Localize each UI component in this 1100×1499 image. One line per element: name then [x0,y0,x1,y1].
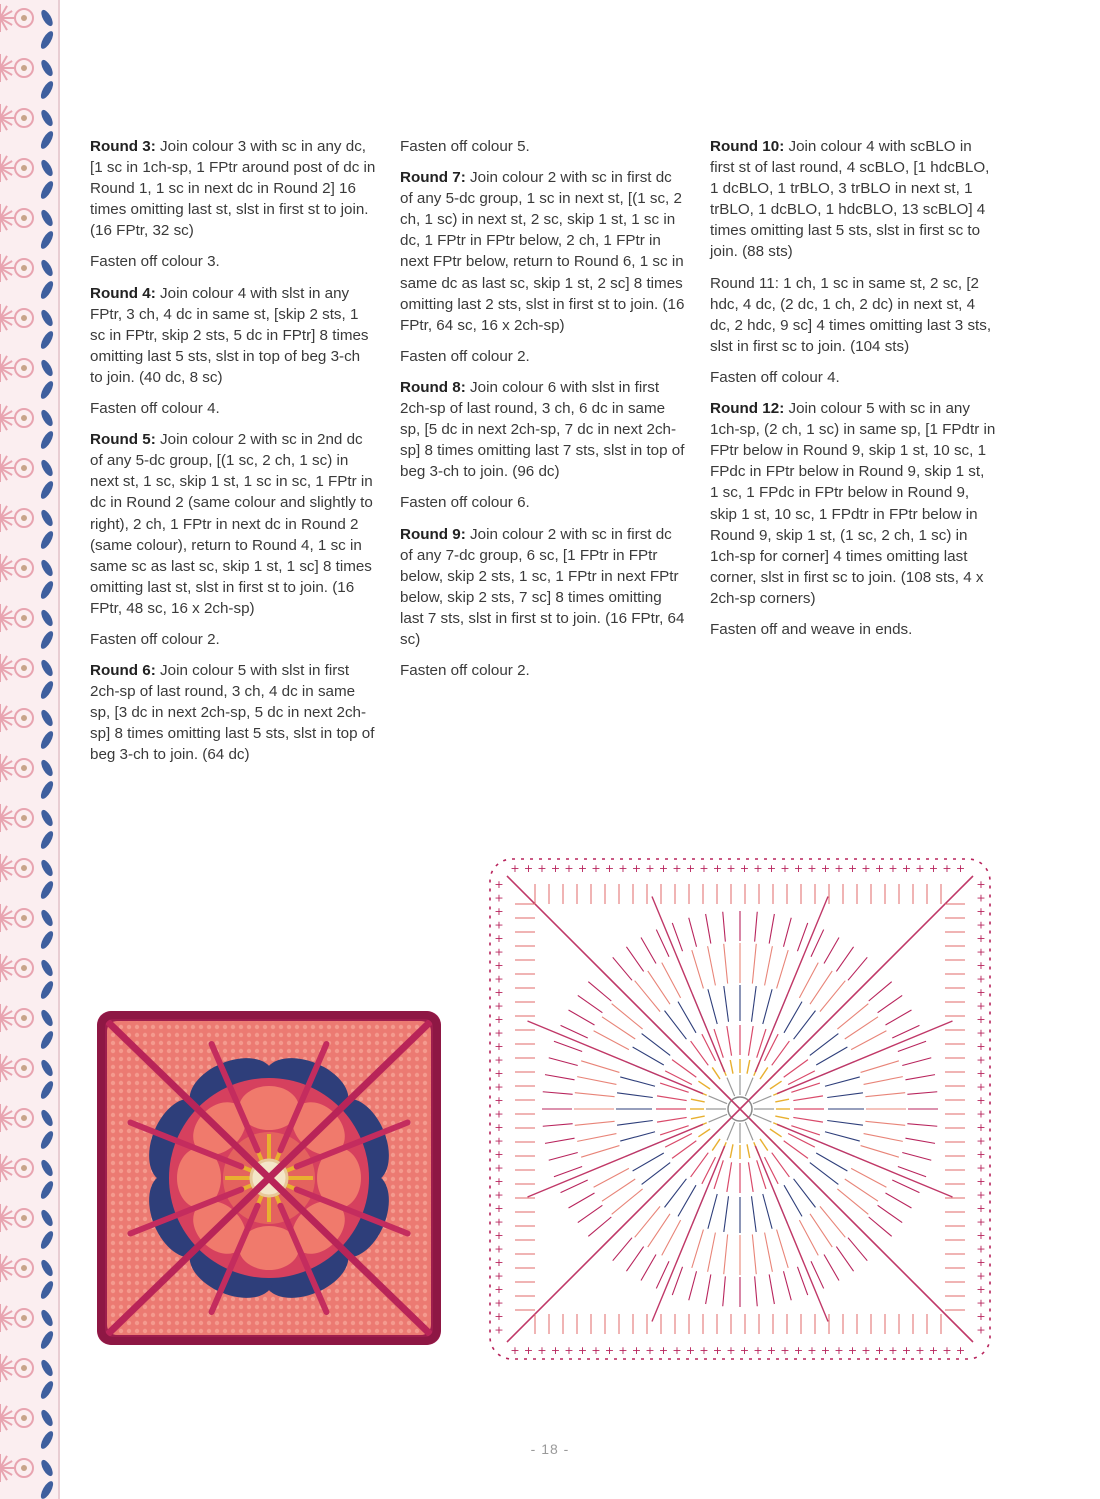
svg-text:+: + [976,891,986,905]
instruction-text: Join colour 5 with sc in any 1ch-sp, (2 ch, 1 sc) in same sp, [1 FPdtr in FPtr below in Round 9, skip 1 st, 10 sc, 1 FPdc in FPtr below in Round 9, skip 1 st, 1 sc, 1 FPdc in FPtr below in Round 9, skip 1 st, 10 sc, 1 FPdtr in FPtr below in Round 9, skip 1 st, (1 sc, 2 ch, 1 sc) in 1ch-sp for corner] 4 times omitting last corner, slst in first sc to join. (108 sts, 4 x 2ch-sp corners) [710,400,996,607]
svg-text:+: + [494,1148,504,1161]
svg-text:+: + [672,862,682,875]
round-instruction [710,136,996,263]
svg-text:+: + [807,862,817,875]
svg-text:+: + [494,1107,504,1121]
svg-text:+: + [976,1107,986,1121]
svg-text:+: + [658,862,669,875]
svg-text:+: + [645,1344,655,1357]
round-title: Round 6: [90,662,156,680]
round-instruction [90,660,376,765]
round-instruction [400,167,686,336]
svg-text:+: + [820,1344,831,1357]
instruction-text: Fasten off colour 6. [400,494,530,512]
round-instruction [400,524,686,651]
svg-text:+: + [564,1344,574,1357]
svg-text:+: + [591,862,601,875]
page-number: - 18 - [530,1441,570,1457]
svg-text:+: + [672,1344,682,1357]
svg-text:+: + [685,1344,696,1357]
instruction-text: Fasten off colour 2. [400,347,530,365]
svg-text:+: + [494,1215,504,1229]
instruction-text: Fasten off colour 4. [90,400,220,418]
svg-text:+: + [976,1256,986,1269]
svg-text:+: + [494,932,504,945]
svg-text:+: + [820,862,831,875]
svg-text:+: + [976,1310,986,1323]
svg-text:+: + [915,1344,925,1357]
instruction-text: Join colour 4 with scBLO in first st of last round, 4 scBLO, [1 hdcBLO, 1 dcBLO, 1 trBLO, 3 trBLO in next st, 1 trBLO, 1 dcBLO, 1 hdcBLO, 13 scBLO] 4 times omitting last 5 sts, slst in first sc to join. (88 sts) [710,138,990,261]
svg-text:+: + [955,1344,966,1357]
svg-text:+: + [976,972,986,986]
svg-text:+: + [494,945,504,959]
svg-text:+: + [699,862,709,875]
round-instruction [400,377,686,482]
round-title: Round 7: [400,169,466,187]
svg-text:+: + [793,1344,804,1357]
round-title: Round 10: [710,138,785,155]
svg-text:+: + [739,1344,750,1357]
instruction-text: Fasten off colour 3. [90,253,220,271]
svg-text:+: + [510,862,520,875]
svg-text:+: + [847,862,858,875]
round-title: Round 8: [400,378,466,396]
svg-text:+: + [928,862,939,875]
instruction-text: Fasten off colour 4. [710,368,840,386]
svg-text:+: + [888,862,898,875]
instruction-text: Join colour 2 with sc in first dc of any 5-dc group, 1 sc in next st, [(1 sc, 2 ch, 1 sc) in next st, 2 sc, skip 1 st, 1 sc in dc, 1 FPtr in FPtr below, 2 ch, 1 FPtr in next FPtr below, return to Round 6, 1 sc in same dc as last sc, skip 1 st, 2 sc] 8 times omitting last 2 sts, slst in first st to join. (16 FPtr, 64 sc, 16 x 2ch-sp) [400,169,685,334]
svg-text:+: + [976,1229,986,1242]
svg-text:+: + [766,1344,777,1357]
svg-text:+: + [976,1121,986,1134]
svg-text:+: + [494,1323,504,1337]
svg-text:+: + [976,878,986,891]
svg-text:+: + [847,1344,858,1357]
instruction-note [90,398,376,419]
svg-text:+: + [976,1269,986,1283]
svg-text:+: + [807,1344,817,1357]
instruction-text: Round 11: 1 ch, 1 sc in same st, 2 sc, [2 hdc, 4 dc, (2 dc, 1 ch, 2 dc) in next st, 4 dc, 2 hdc, 9 sc] 4 times omitting last 3 sts, slst in first sc to join. (104 sts) [710,274,992,355]
svg-text:+: + [712,1344,723,1357]
svg-text:+: + [631,862,642,875]
svg-text:+: + [766,862,777,875]
svg-text:+: + [976,905,986,918]
svg-text:+: + [976,1040,986,1053]
svg-text:+: + [942,862,952,875]
svg-text:+: + [976,1242,986,1256]
svg-text:+: + [494,1283,504,1296]
instruction-text: Fasten off colour 2. [90,630,220,648]
svg-text:+: + [753,862,763,875]
instruction-note [710,367,996,388]
svg-text:+: + [494,1296,504,1310]
instruction-note [90,629,376,650]
svg-text:+: + [874,862,885,875]
round-title: Round 3: [90,138,156,155]
svg-text:+: + [494,959,504,972]
svg-text:+: + [494,1256,504,1269]
round-title: Round 5: [90,431,156,449]
instruction-text: Join colour 5 with slst in first 2ch-sp of last round, 3 ch, 4 dc in same sp, [3 dc in next 2ch-sp, 5 dc in next 2ch-sp] 8 times omitting last 5 sts, slst in top of beg 3-ch to join. (64 dc) [90,662,375,764]
svg-text:+: + [874,1344,885,1357]
svg-text:+: + [726,862,736,875]
instruction-note [400,492,686,513]
svg-text:+: + [494,878,504,891]
svg-text:+: + [976,986,986,999]
svg-text:+: + [976,932,986,945]
svg-text:+: + [976,1296,986,1310]
svg-text:+: + [494,1229,504,1242]
svg-text:+: + [537,1344,547,1357]
svg-text:+: + [494,1269,504,1283]
svg-text:+: + [699,1344,709,1357]
svg-text:+: + [901,1344,912,1357]
instruction-text: Join colour 2 with sc in first dc of any 7-dc group, 6 sc, [1 FPtr in FPtr below, skip 2 sts, 1 sc, 1 FPtr in next FPtr below, skip 2 sts, 7 sc] 8 times omitting last 7 sts, slst in first st to join. (16 FPtr, 64 sc) [400,525,685,648]
svg-text:+: + [494,1026,504,1040]
svg-text:+: + [976,1188,986,1202]
svg-text:+: + [494,1134,504,1148]
svg-text:+: + [591,1344,601,1357]
svg-text:+: + [494,986,504,999]
svg-text:+: + [564,862,574,875]
svg-text:+: + [550,862,561,875]
svg-text:+: + [928,1344,939,1357]
svg-text:+: + [494,1175,504,1188]
svg-text:+: + [726,1344,736,1357]
svg-text:+: + [834,1344,844,1357]
svg-text:+: + [780,1344,790,1357]
svg-text:+: + [976,1134,986,1148]
svg-text:+: + [976,1202,986,1215]
svg-text:+: + [494,1067,504,1080]
svg-text:+: + [604,862,615,875]
svg-text:+: + [915,862,925,875]
svg-text:+: + [618,1344,628,1357]
svg-text:+: + [976,1026,986,1040]
svg-text:+: + [523,862,534,875]
svg-text:+: + [494,891,504,905]
svg-text:+: + [494,999,504,1013]
svg-text:+: + [523,1344,534,1357]
svg-text:+: + [976,1323,986,1337]
svg-text:+: + [494,1013,504,1026]
instruction-text: Join colour 6 with slst in first 2ch-sp of last round, 3 ch, 6 dc in same sp, [5 dc in next 2ch-sp, 7 dc in next 2ch-sp] 8 times omitting last 7 sts, slst in top of beg 3-ch to join. (96 dc) [400,378,685,481]
svg-text:+: + [494,918,504,932]
svg-text:+: + [712,862,723,875]
round-title: Round 9: [400,525,466,543]
instruction-text: Fasten off colour 5. [400,138,530,155]
svg-text:+: + [976,1094,986,1107]
svg-text:+: + [618,862,628,875]
svg-text:+: + [494,905,504,918]
svg-text:+: + [631,1344,642,1357]
svg-text:+: + [494,1161,504,1175]
svg-text:+: + [577,862,588,875]
svg-text:+: + [793,862,804,875]
svg-text:+: + [494,1094,504,1107]
svg-text:+: + [494,1242,504,1256]
instruction-note [400,346,686,367]
svg-text:+: + [976,1053,986,1067]
svg-text:+: + [494,1053,504,1067]
svg-text:+: + [901,862,912,875]
svg-text:+: + [494,1202,504,1215]
round-instruction [90,283,376,388]
svg-text:+: + [658,1344,669,1357]
svg-text:+: + [976,1080,986,1094]
svg-text:+: + [494,1310,504,1323]
svg-text:+: + [976,1148,986,1161]
svg-text:+: + [780,862,790,875]
instructions-column-3 [710,136,996,650]
round-title: Round 12: [710,400,785,418]
instruction-note [400,136,686,157]
svg-text:+: + [976,999,986,1013]
instruction-text: Join colour 2 with sc in 2nd dc of any 5-dc group, [(1 sc, 2 ch, 1 sc) in next st, 1 sc, skip 1 st, 1 sc in sc, 1 FPtr in dc in Round 2 (same colour and slightly to right), 2 ch, 1 FPtr in next dc in Round 2 (same colour), return to Round 4, 1 sc in same sc as last sc, skip 1 st, 1 sc] 8 times omitting last st, slst in first st to join. (16 FPtr, 48 sc, 16 x 2ch-sp) [90,431,373,617]
round-instruction [90,429,376,619]
instructions-column-1 [90,136,376,776]
decorative-border [0,0,60,1499]
svg-text:+: + [861,862,871,875]
instruction-note [90,251,376,272]
svg-text:+: + [645,862,655,875]
svg-text:+: + [976,1161,986,1175]
svg-text:+: + [510,1344,520,1357]
svg-text:+: + [955,862,966,875]
crochet-square-photo [93,1007,445,1349]
svg-text:+: + [834,862,844,875]
svg-text:+: + [976,918,986,932]
svg-text:+: + [537,862,547,875]
svg-text:+: + [685,862,696,875]
crochet-stitch-chart [487,856,993,1362]
instruction-note [710,273,996,357]
svg-text:+: + [494,1040,504,1053]
svg-text:+: + [976,1215,986,1229]
svg-text:+: + [976,945,986,959]
instruction-text: Join colour 3 with sc in any dc, [1 sc in 1ch-sp, 1 FPtr around post of dc in Round 1, 1 sc in next dc in Round 2] 16 times omitting last st, slst in first st to join. (16 FPtr, 32 sc) [90,138,376,240]
svg-text:+: + [494,972,504,986]
instructions-column-2 [400,136,686,691]
svg-text:+: + [739,862,750,875]
svg-text:+: + [494,1188,504,1202]
svg-text:+: + [942,1344,952,1357]
svg-text:+: + [494,1080,504,1094]
svg-text:+: + [976,959,986,972]
instruction-note [400,660,686,681]
instruction-text: Join colour 4 with slst in any FPtr, 3 ch, 4 dc in same st, [skip 2 sts, 1 sc in FPtr, skip 2 sts, 5 dc in FPtr] 8 times omitting last 5 sts, slst in top of beg 3-ch to join. (40 dc, 8 sc) [90,284,369,386]
instruction-text: Fasten off colour 2. [400,662,530,680]
round-instruction [710,398,996,609]
svg-text:+: + [976,1283,986,1296]
instruction-note [710,619,996,640]
svg-text:+: + [861,1344,871,1357]
svg-text:+: + [604,1344,615,1357]
round-title: Round 4: [90,284,156,302]
svg-text:+: + [577,1344,588,1357]
svg-text:+: + [976,1175,986,1188]
svg-text:+: + [976,1013,986,1026]
svg-text:+: + [753,1344,763,1357]
round-instruction [90,136,376,241]
svg-text:+: + [550,1344,561,1357]
svg-text:+: + [888,1344,898,1357]
instruction-text: Fasten off and weave in ends. [710,620,913,638]
svg-text:+: + [494,1121,504,1134]
svg-text:+: + [976,1067,986,1080]
